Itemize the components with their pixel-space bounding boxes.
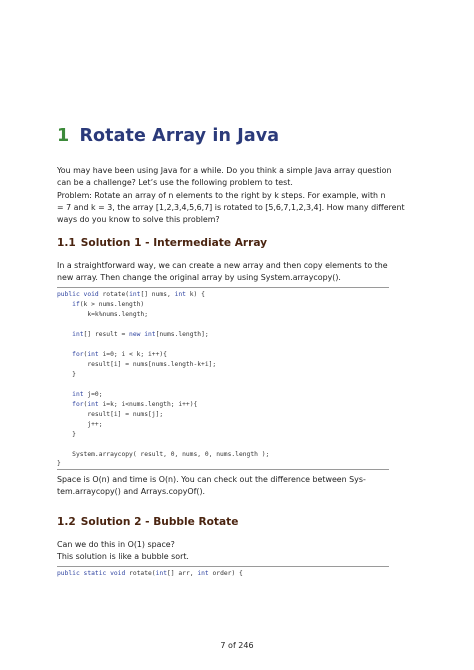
code-line: result[i] = nums[nums.length-k+i];	[57, 361, 217, 368]
code-line: for(int i=0; i < k; i++){	[72, 351, 167, 358]
section-2-title: Solution 2 - Bubble Rotate	[80, 516, 239, 528]
intro-line: = 7 and k = 3, the array [1,2,3,4,5,6,7] is rotated to [5,6,7,1,2,3,4]. How many different	[57, 202, 405, 212]
code-line: }	[57, 371, 76, 378]
code-line: result[i] = nums[j];	[57, 411, 164, 418]
section-2-heading	[57, 516, 238, 528]
chapter-title-text: Rotate Array in Java	[79, 126, 280, 146]
code-line: k=k%nums.length;	[57, 311, 148, 318]
section-2-number: 1.2	[57, 516, 76, 528]
page-number: 7 of 246	[220, 641, 254, 650]
intro-line: You may have been using Java for a while. Do you think a simple Java array question	[57, 166, 392, 175]
code-line: int[] result = new int[nums.length];	[72, 331, 209, 338]
section-1-after-paragraph	[57, 474, 389, 499]
code-line: System.arraycopy( result, 0, nums, 0, nums.length );	[57, 451, 270, 458]
chapter-number: 1	[57, 126, 70, 146]
section-2-line: Can we do this in O(1) space?	[57, 540, 175, 549]
intro-line: Problem: Rotate an array of n elements to the right by k steps. For example, with n	[57, 190, 386, 200]
section-1-number: 1.1	[57, 237, 76, 249]
code-line: if(k > nums.length)	[72, 301, 145, 308]
code-line: }	[57, 431, 76, 438]
intro-line: can be a challenge? Let’s use the following problem to test.	[57, 178, 293, 188]
section-2-line: This solution is like a bubble sort.	[57, 552, 189, 562]
chapter-title	[57, 126, 279, 146]
code-block-1	[57, 287, 389, 470]
section-2-paragraph	[57, 539, 389, 564]
intro-paragraph	[57, 165, 405, 226]
section-1-title: Solution 1 - Intermediate Array	[80, 237, 268, 249]
section-1-line: In a straightforward way, we can create a new array and then copy elements to the	[57, 261, 388, 270]
section-1-after-line: Space is O(n) and time is O(n). You can check out the difference between Sys-	[57, 475, 366, 484]
code-block-2	[57, 566, 389, 581]
code-line: public void rotate(int[] nums, int k) {	[57, 291, 205, 298]
section-1-after-line: tem.arraycopy() and Arrays.copyOf().	[57, 487, 206, 497]
code-line: for(int i=k; i<nums.length; i++){	[72, 401, 198, 408]
code-line: }	[57, 460, 61, 467]
code-line: public static void rotate(int[] arr, int order) {	[57, 570, 243, 577]
intro-line: ways do you know to solve this problem?	[57, 215, 220, 225]
section-1-heading	[57, 237, 267, 249]
code-line: int j=0;	[72, 391, 103, 398]
section-1-paragraph	[57, 260, 389, 285]
code-line: j++;	[57, 421, 103, 428]
section-1-line: new array. Then change the original array by using System.arraycopy().	[57, 273, 341, 283]
